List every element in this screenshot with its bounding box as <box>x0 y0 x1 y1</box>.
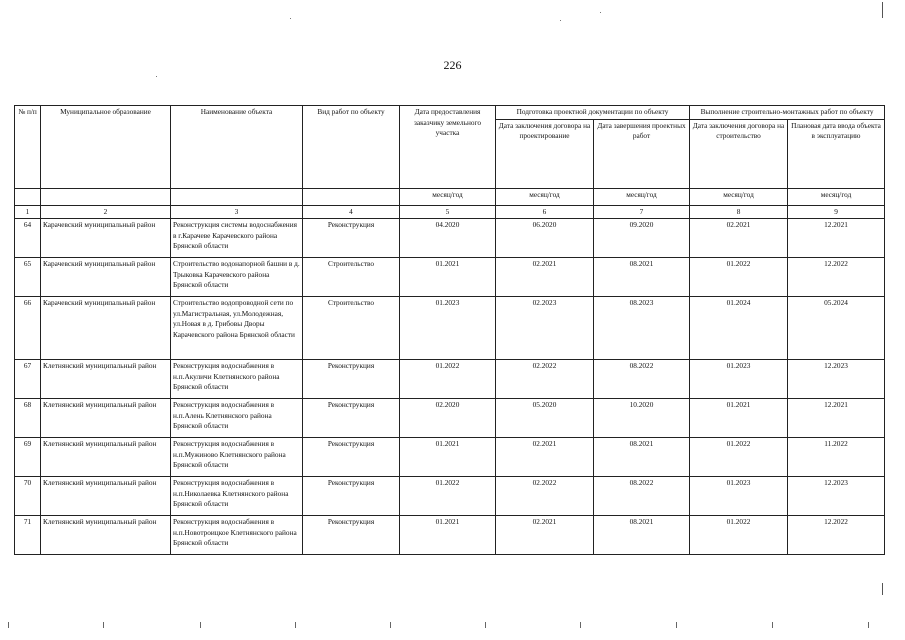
row-design-contract: 02.2022 <box>496 360 594 399</box>
column-index: 2 <box>41 205 171 219</box>
row-design-end: 08.2021 <box>594 258 690 297</box>
row-design-contract: 02.2023 <box>496 297 594 360</box>
row-land-date: 01.2022 <box>400 477 496 516</box>
row-build-contract: 01.2023 <box>690 477 788 516</box>
unit-cell-empty <box>15 188 41 205</box>
row-design-end: 08.2023 <box>594 297 690 360</box>
row-land-date: 01.2021 <box>400 516 496 555</box>
unit-label: месяц/год <box>400 188 496 205</box>
scan-edge-mark-lower <box>882 583 883 595</box>
row-work-type: Реконструкция <box>303 219 400 258</box>
row-build-contract: 01.2023 <box>690 360 788 399</box>
row-commission: 05.2024 <box>788 297 885 360</box>
row-land-date: 04.2020 <box>400 219 496 258</box>
table-row <box>15 360 885 399</box>
unit-cell-empty <box>303 188 400 205</box>
row-municipality: Клетнянский муниципальный район <box>41 438 171 477</box>
row-work-type: Строительство <box>303 297 400 360</box>
column-index: 8 <box>690 205 788 219</box>
scan-speck <box>600 12 601 13</box>
row-land-date: 01.2021 <box>400 438 496 477</box>
row-design-contract: 05.2020 <box>496 399 594 438</box>
scan-tick-marks <box>0 618 905 632</box>
table-row <box>15 219 885 258</box>
row-commission: 12.2022 <box>788 516 885 555</box>
table-row <box>15 438 885 477</box>
row-number: 70 <box>15 477 41 516</box>
header-design-group: Подготовка проектной документации по объекту <box>496 106 690 120</box>
unit-cell-empty <box>41 188 171 205</box>
row-work-type: Реконструкция <box>303 516 400 555</box>
scan-speck <box>156 76 157 77</box>
row-number: 68 <box>15 399 41 438</box>
row-work-type: Реконструкция <box>303 477 400 516</box>
column-index: 3 <box>171 205 303 219</box>
header-object: Наименование объекта <box>171 106 303 189</box>
row-land-date: 01.2021 <box>400 258 496 297</box>
row-design-contract: 02.2021 <box>496 438 594 477</box>
row-object: Строительство водопроводной сети по ул.Магистральная, ул.Молодежная, ул.Новая в д. Грибовы Дворы Карачевского района Брянской области <box>171 297 303 360</box>
column-index: 4 <box>303 205 400 219</box>
row-municipality: Карачевский муниципальный район <box>41 258 171 297</box>
row-land-date: 01.2022 <box>400 360 496 399</box>
row-build-contract: 01.2021 <box>690 399 788 438</box>
row-design-end: 08.2022 <box>594 477 690 516</box>
page-number: 226 <box>443 58 462 72</box>
row-design-end: 08.2021 <box>594 438 690 477</box>
column-index: 9 <box>788 205 885 219</box>
row-object: Реконструкция водоснабжения в н.п.Мужиново Клетнянского района Брянской области <box>171 438 303 477</box>
row-commission: 11.2022 <box>788 438 885 477</box>
row-object: Строительство водонапорной башни в д. Трыковка Карачевского района Брянской области <box>171 258 303 297</box>
row-land-date: 01.2023 <box>400 297 496 360</box>
row-design-contract: 02.2021 <box>496 258 594 297</box>
row-object: Реконструкция водоснабжения в н.п.Новотроицкое Клетнянского района Брянской области <box>171 516 303 555</box>
row-number: 69 <box>15 438 41 477</box>
row-design-end: 08.2022 <box>594 360 690 399</box>
column-index: 1 <box>15 205 41 219</box>
unit-label: месяц/год <box>788 188 885 205</box>
table-row <box>15 516 885 555</box>
row-work-type: Реконструкция <box>303 360 400 399</box>
row-land-date: 02.2020 <box>400 399 496 438</box>
row-build-contract: 01.2022 <box>690 258 788 297</box>
column-index: 5 <box>400 205 496 219</box>
row-commission: 12.2021 <box>788 219 885 258</box>
header-design-contract: Дата заключения договора на проектирование <box>496 119 594 188</box>
row-commission: 12.2023 <box>788 360 885 399</box>
row-number: 64 <box>15 219 41 258</box>
header-municipality: Муниципальное образование <box>41 106 171 189</box>
row-build-contract: 01.2022 <box>690 438 788 477</box>
table-row <box>15 399 885 438</box>
row-municipality: Клетнянский муниципальный район <box>41 477 171 516</box>
table-row <box>15 297 885 360</box>
table-row <box>15 258 885 297</box>
row-design-contract: 02.2021 <box>496 516 594 555</box>
row-design-end: 10.2020 <box>594 399 690 438</box>
row-design-end: 08.2021 <box>594 516 690 555</box>
row-build-contract: 01.2024 <box>690 297 788 360</box>
row-object: Реконструкция водоснабжения в н.п.Николаевка Клетнянского района Брянской области <box>171 477 303 516</box>
row-municipality: Клетнянский муниципальный район <box>41 516 171 555</box>
row-commission: 12.2023 <box>788 477 885 516</box>
row-work-type: Реконструкция <box>303 438 400 477</box>
row-number: 65 <box>15 258 41 297</box>
header-land-date: Дата предоставления заказчику земельного участка <box>400 106 496 189</box>
unit-label: месяц/год <box>496 188 594 205</box>
header-work-type: Вид работ по объекту <box>303 106 400 189</box>
scan-speck <box>290 18 291 19</box>
scan-speck <box>560 20 561 21</box>
objects-table <box>14 105 885 555</box>
row-commission: 12.2021 <box>788 399 885 438</box>
column-index: 7 <box>594 205 690 219</box>
row-work-type: Реконструкция <box>303 399 400 438</box>
row-design-contract: 06.2020 <box>496 219 594 258</box>
row-build-contract: 02.2021 <box>690 219 788 258</box>
header-build-contract: Дата заключения договора на строительство <box>690 119 788 188</box>
unit-label: месяц/год <box>690 188 788 205</box>
header-commission: Плановая дата ввода объекта в эксплуатацию <box>788 119 885 188</box>
row-municipality: Карачевский муниципальный район <box>41 297 171 360</box>
row-commission: 12.2022 <box>788 258 885 297</box>
unit-cell-empty <box>171 188 303 205</box>
column-index: 6 <box>496 205 594 219</box>
row-design-end: 09.2020 <box>594 219 690 258</box>
row-object: Реконструкция водоснабжения в н.п.Алень Клетнянского района Брянской области <box>171 399 303 438</box>
unit-label: месяц/год <box>594 188 690 205</box>
row-number: 66 <box>15 297 41 360</box>
row-municipality: Клетнянский муниципальный район <box>41 399 171 438</box>
row-work-type: Строительство <box>303 258 400 297</box>
table-row <box>15 477 885 516</box>
row-object: Реконструкция системы водоснабжения в г.Карачеве Карачевского района Брянской области <box>171 219 303 258</box>
row-municipality: Клетнянский муниципальный район <box>41 360 171 399</box>
row-build-contract: 01.2022 <box>690 516 788 555</box>
row-object: Реконструкция водоснабжения в н.п.Акуличи Клетнянского района Брянской области <box>171 360 303 399</box>
row-number: 71 <box>15 516 41 555</box>
row-design-contract: 02.2022 <box>496 477 594 516</box>
row-number: 67 <box>15 360 41 399</box>
scan-edge-mark <box>882 2 883 18</box>
header-design-end: Дата завершения проектных работ <box>594 119 690 188</box>
header-build-group: Выполнение строительно-монтажных работ по объекту <box>690 106 885 120</box>
row-municipality: Карачевский муниципальный район <box>41 219 171 258</box>
header-num: № п/п <box>15 106 41 189</box>
